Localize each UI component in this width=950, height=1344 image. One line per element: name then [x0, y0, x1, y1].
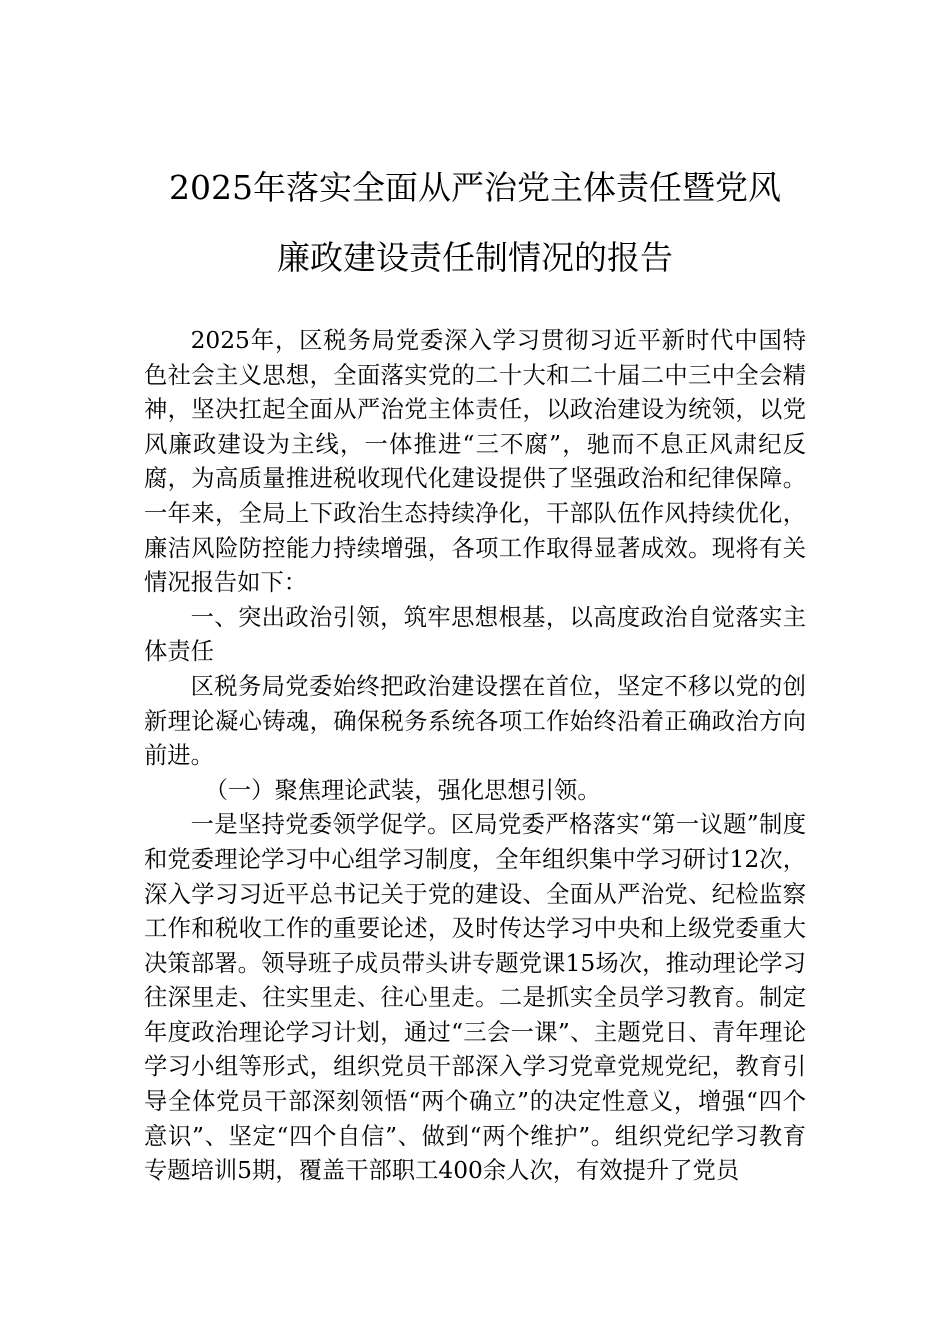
section-heading-1: 一、突出政治引领，筑牢思想根基，以高度政治自觉落实主体责任 — [144, 603, 806, 666]
section-1-paragraph: 区税务局党委始终把政治建设摆在首位，坚定不移以党的创新理论凝心铸魂，确保税务系统各项工作始终沿着正确政治方向前进。 — [144, 672, 806, 770]
subsection-heading-1: （一）聚焦理论武装，强化思想引领。 — [204, 776, 601, 804]
document-body — [144, 324, 806, 1189]
subsection-1-paragraph: 一是坚持党委领学促学。区局党委严格落实“第一议题”制度和党委理论学习中心组学习制度，全年组织集中学习研讨12次，深入学习习近平总书记关于党的建设、全面从严治党、纪检监察工作和税收工作的重要论述，及时传达学习中央和上级党委重大决策部署。领导班子成员带头讲专题党课15场次，推动理论学习往深里走、往实里走、往心里走。二是抓实全员学习教育。制定年度政治理论学习计划，通过“三会一课”、主题党日、青年理论学习小组等形式，组织党员干部深入学习党章党规党纪，教育引导全体党员干部深刻领悟“两个确立”的决定性意义，增强“四个意识”、坚定“四个自信”、做到“两个维护”。组织党纪学习教育专题培训5期，覆盖干部职工400余人次，有效提升了党员 — [144, 811, 806, 1185]
document-title-line-2: 廉政建设责任制情况的报告 — [277, 238, 673, 277]
document-title-line-1: 2025年落实全面从严治党主体责任暨党风 — [169, 168, 781, 207]
intro-paragraph: 2025年，区税务局党委深入学习贯彻习近平新时代中国特色社会主义思想，全面落实党的二十大和二十届二中三中全会精神，坚决扛起全面从严治党主体责任，以政治建设为统领，以党风廉政建设为主线，一体推进“三不腐”，驰而不息正风肃纪反腐，为高质量推进税收现代化建设提供了坚强政治和纪律保障。一年来，全局上下政治生态持续净化，干部队伍作风持续优化，廉洁风险防控能力持续增强，各项工作取得显著成效。现将有关情况报告如下： — [144, 327, 806, 597]
